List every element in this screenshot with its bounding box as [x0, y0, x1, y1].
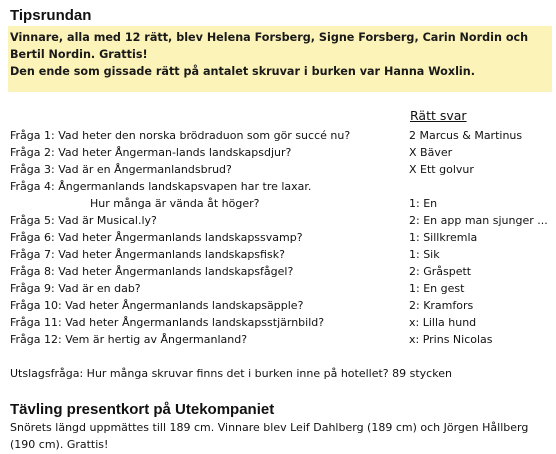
quiz-answer: x: Lilla hund	[409, 316, 477, 329]
quiz-answer: 2: En app man sjunger ...	[409, 214, 548, 227]
quiz-answer: 1: En gest	[409, 282, 465, 295]
quiz-row	[10, 246, 556, 263]
quiz-question: Hur många är vända åt höger?	[90, 197, 260, 210]
winners-line: Bertil Nordin. Grattis!	[10, 48, 148, 61]
quiz-answer: X Bäver	[409, 146, 453, 159]
quiz-row	[10, 263, 556, 280]
quiz-question: Fråga 9: Vad är en dab?	[10, 282, 141, 295]
tiebreak-question: Utslagsfråga: Hur många skruvar finns det i burken inne på hotellet? 89 stycken	[10, 367, 452, 380]
correct-answers-heading: Rätt svar	[410, 108, 467, 123]
quiz-question: Fråga 12: Vem är hertig av Ångermanland?	[10, 333, 248, 346]
quiz-row	[10, 144, 556, 161]
quiz-row	[10, 331, 556, 348]
quiz-question: Fråga 11: Vad heter Ångermanlands landskapsstjärnbild?	[10, 316, 325, 329]
tipsrundan-heading: Tipsrundan	[10, 7, 92, 24]
quiz-row	[10, 178, 556, 195]
winners-line: Vinnare, alla med 12 rätt, blev Helena Forsberg, Signe Forsberg, Carin Nordin och	[10, 31, 529, 44]
quiz-row	[10, 195, 556, 212]
quiz-answer: 1: Sillkremla	[409, 231, 478, 244]
quiz-row	[10, 161, 556, 178]
quiz-question: Fråga 3: Vad är en Ångermanlandsbrud?	[10, 163, 232, 176]
quiz-answer: 2: Kramfors	[409, 299, 474, 312]
screw-guess-winner-line: Den ende som gissade rätt på antalet skruvar i burken var Hanna Woxlin.	[10, 65, 475, 78]
quiz-question: Fråga 7: Vad heter Ångermanlands landskapsfisk?	[10, 248, 285, 261]
giftcard-text-line: (190 cm). Grattis!	[10, 438, 109, 451]
quiz-row	[10, 212, 556, 229]
quiz-answer: 2 Marcus & Martinus	[409, 129, 523, 142]
winners-announcement-box	[8, 26, 552, 92]
quiz-question-list	[10, 127, 556, 348]
quiz-question: Fråga 1: Vad heter den norska brödraduon som gör succé nu?	[10, 129, 351, 142]
quiz-answer: 1: Sik	[409, 248, 440, 261]
quiz-answer: 1: En	[409, 197, 438, 210]
quiz-question: Fråga 8: Vad heter Ångermanlands landskapsfågel?	[10, 265, 294, 278]
quiz-row	[10, 280, 556, 297]
quiz-question: Fråga 10: Vad heter Ångermanlands landskapsäpple?	[10, 299, 304, 312]
quiz-answer: X Ett golvur	[409, 163, 474, 176]
quiz-row	[10, 314, 556, 331]
quiz-answer: 2: Gråspett	[409, 265, 472, 278]
giftcard-competition-text	[10, 419, 550, 453]
quiz-row	[10, 229, 556, 246]
quiz-question: Fråga 4: Ångermanlands landskapsvapen har tre laxar.	[10, 180, 312, 193]
quiz-question: Fråga 6: Vad heter Ångermanlands landskapssvamp?	[10, 231, 303, 244]
quiz-row	[10, 127, 556, 144]
quiz-question: Fråga 2: Vad heter Ångerman-lands landskapsdjur?	[10, 146, 292, 159]
quiz-question: Fråga 5: Vad är Musical.ly?	[10, 214, 157, 227]
quiz-answer: x: Prins Nicolas	[409, 333, 493, 346]
giftcard-competition-heading: Tävling presentkort på Utekompaniet	[10, 401, 275, 418]
giftcard-text-line: Snörets längd uppmättes till 189 cm. Vinnare blev Leif Dahlberg (189 cm) och Jörgen Hållberg	[10, 421, 529, 434]
quiz-row	[10, 297, 556, 314]
